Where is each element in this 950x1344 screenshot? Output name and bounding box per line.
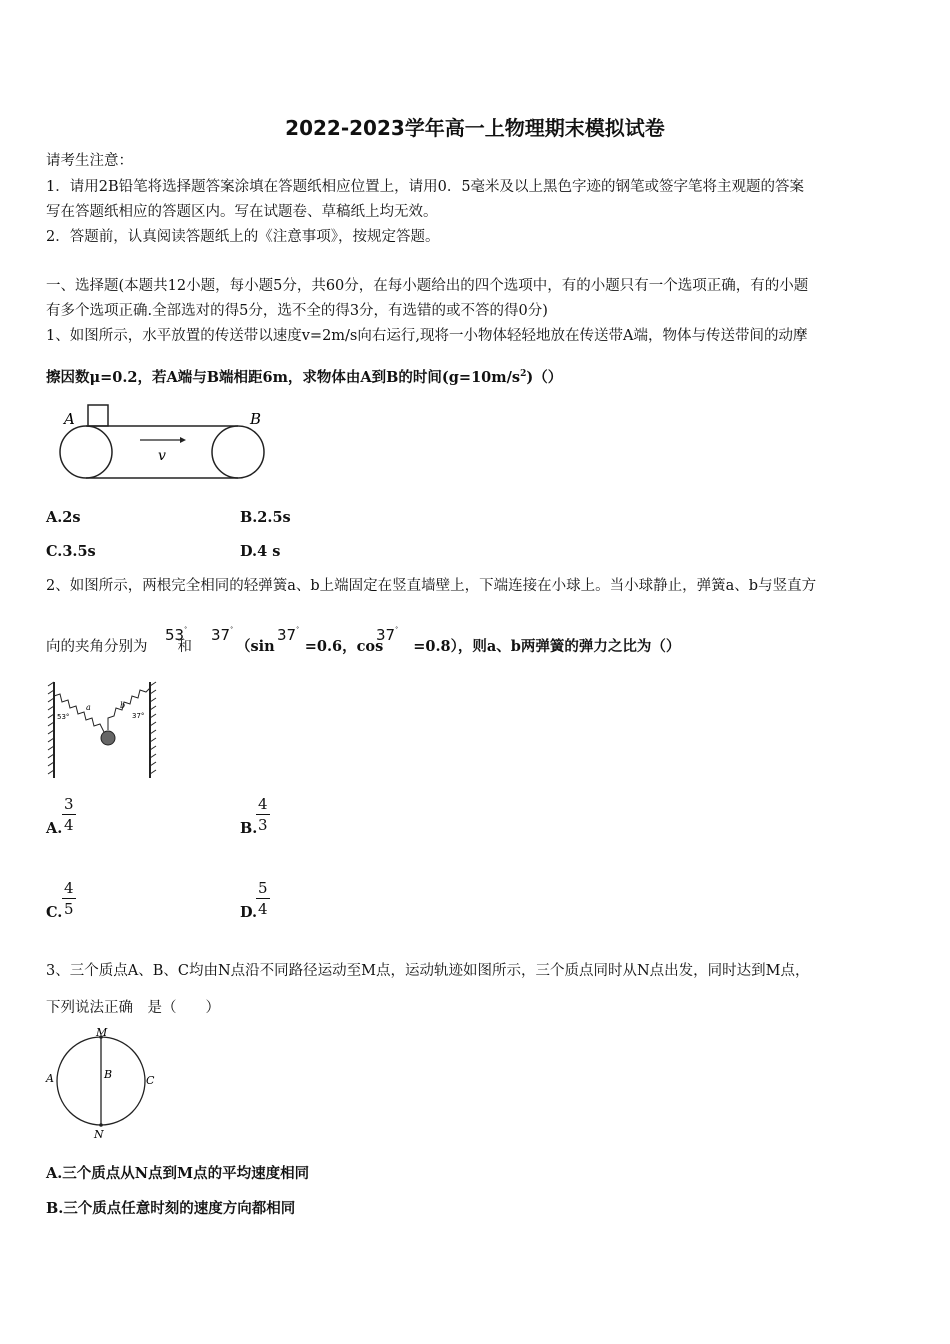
q2-angle-3: 37° [277,626,300,644]
q2-text-d: =0.6，cos [304,638,384,655]
q2-option-b-label[interactable]: B. [240,820,258,837]
q1-option-b[interactable]: B.2.5s [240,509,291,526]
q1-option-a[interactable]: A.2s [46,509,81,526]
q2-option-b-fraction [256,794,270,835]
q2-text-b: 和 [177,639,192,655]
q2-option-c-den: 5 [64,900,74,918]
q2-angle-3-value: 37 [277,626,297,644]
q2-text-a: 向的夹角分别为 [46,639,148,655]
fig-label-m: M [96,1026,108,1039]
q2-angle-1-value: 53 [165,626,185,644]
q1-option-c[interactable]: C.3.5s [46,543,96,560]
fig-label-a: a [86,703,91,712]
q1-stem-line1: 1、如图所示，水平放置的传送带以速度v=2m/s向右运行,现将一小物体轻轻地放在传送带A端，物体与传送带间的动摩 [46,328,808,344]
left-pulley [60,426,112,478]
fig-label-a: A [46,1072,54,1085]
fig-label-53: 53° [57,713,70,721]
q2-angle-2: 37° [211,626,234,644]
q2-text-c: （sin [236,638,275,655]
velocity-arrowhead [180,437,186,443]
label-v: v [158,448,166,464]
q2-option-c-fraction [62,878,76,919]
q2-option-a-den: 4 [64,816,74,834]
section1-line2: 有多个选项正确.全部选对的得5分，选不全的得3分，有选错的或不答的得0分) [46,303,548,319]
q2-angle-2-value: 37 [211,626,231,644]
q2-option-b-den: 3 [258,816,268,834]
q2-option-a-fraction [62,794,76,835]
block-shape [88,405,108,426]
notice-item1-line2: 写在答题纸相应的答题区内。写在试题卷、草稿纸上均无效。 [46,204,438,220]
q2-option-c-num: 4 [64,879,74,897]
q3-stem-line1: 3、三个质点A、B、C均由N点沿不同路径运动至M点，运动轨迹如图所示，三个质点同时从N点出发，同时达到M点， [46,963,810,979]
q2-angle-1: 53° [165,626,188,644]
right-pulley [212,426,264,478]
point-n [99,1123,103,1127]
q2-option-a-label[interactable]: A. [46,820,63,837]
q1-stem-tail: )（） [526,368,563,386]
q3-option-a[interactable]: A.三个质点从N点到M点的平均速度相同 [46,1165,310,1182]
q2-text-e: =0.8），则a、b两弹簧的弹力之比为（） [413,638,681,655]
fig-label-b: b [120,701,126,710]
q2-option-a-num: 3 [64,795,74,813]
q1-option-d[interactable]: D.4 s [240,543,281,560]
q1-stem-text: 擦因数μ=0.2，若A端与B端相距6m，求物体由A到B的时间(g=10m/s [46,368,521,386]
q2-option-d-fraction [256,878,270,919]
circle-paths-figure [44,1026,158,1142]
ball [101,731,115,745]
q2-stem-line1: 2、如图所示，两根完全相同的轻弹簧a、b上端固定在竖直墙壁上，下端连接在小球上。当小球静止，弹簧a、b与竖直方 [46,578,817,594]
q2-option-c-label[interactable]: C. [46,904,63,921]
label-b: B [250,410,262,428]
q2-option-d-num: 5 [258,879,268,897]
q3-stem-line2: 下列说法正确 是（ ） [46,1000,220,1016]
q2-angle-4-value: 37 [376,626,396,644]
q1-stem-line2 [46,365,906,387]
q2-angle-4: 37° [376,626,399,644]
notice-heading: 请考生注意： [46,153,133,169]
page-title: 2022-2023学年高一上物理期末模拟试卷 [285,116,665,140]
section1-line1: 一、选择题(本题共12小题，每小题5分，共60分，在每小题给出的四个选项中，有的小题只有一个选项正确，有的小题 [46,278,809,294]
q2-option-d-label[interactable]: D. [240,904,258,921]
notice-item1-line1: 1．请用2B铅笔将选择题答案涂填在答题纸相应位置上，请用0．5毫米及以上黑色字迹的钢笔或签字笔将主观题的答案 [46,179,805,195]
spring-b [108,688,150,730]
fig-label-b: B [104,1068,113,1081]
fig-label-37: 37° [132,712,145,720]
q1-superscript: 2 [520,369,527,379]
label-a: A [64,410,75,428]
fig-label-c: C [146,1074,155,1087]
spring-figure [46,680,158,780]
q2-option-d-den: 4 [258,900,268,918]
q3-option-b[interactable]: B.三个质点任意时刻的速度方向都相同 [46,1200,296,1217]
conveyor-belt-figure [56,400,270,486]
notice-item2: 2．答题前，认真阅读答题纸上的《注意事项》，按规定答题。 [46,229,440,245]
q2-option-b-num: 4 [258,795,268,813]
fig-label-n: N [94,1128,104,1141]
